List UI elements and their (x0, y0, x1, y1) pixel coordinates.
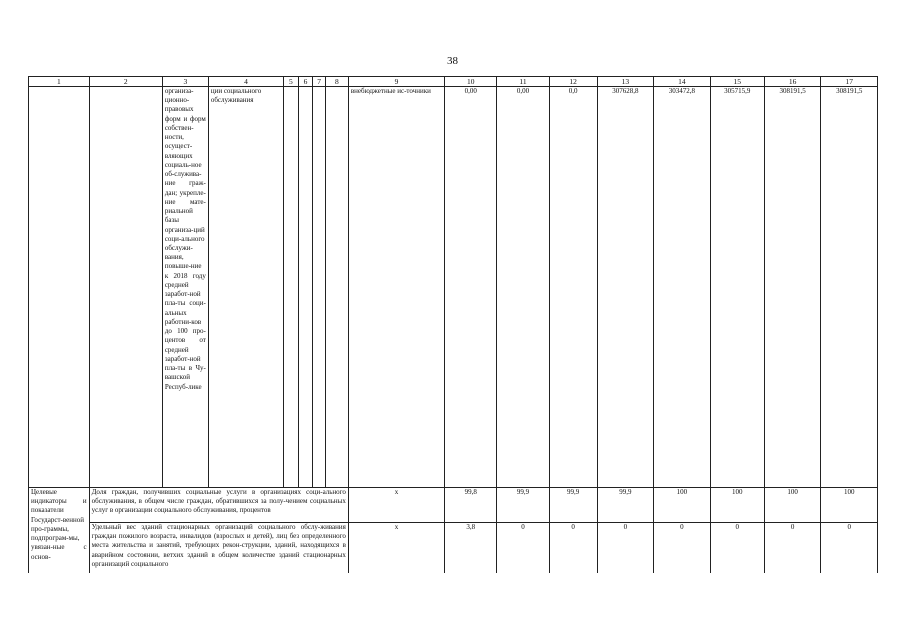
header-cell: 2 (89, 77, 162, 87)
table-cell (298, 87, 313, 488)
header-cell: 3 (162, 77, 208, 87)
task-description-cell: организа-ционно-правовых форм и форм собствен-ности, осущест-вляющих социаль-ное об-служива-ние граж-дан; укрепле-ние мате-риальной базы организа-ций соци-ального обслужи-вания, повыше-ние к 2018 году средней заработ-ной пла-ты соци-альных работни-ков до 100 про-центов от средней заработ-ной пла-ты в Чу-вашской Респуб-лике (162, 87, 208, 488)
executor-cell: ции социального обслуживания (208, 87, 283, 488)
table-cell (313, 87, 326, 488)
funding-source-cell: внебюджетные ис-точники (348, 87, 444, 488)
header-cell: 7 (313, 77, 326, 87)
header-cell: 15 (710, 77, 764, 87)
data-table (28, 76, 878, 573)
table-cell (325, 87, 348, 488)
header-cell: 11 (497, 77, 549, 87)
value-cell: 303472,8 (654, 87, 710, 488)
header-cell: 16 (764, 77, 820, 87)
header-cell: 10 (445, 77, 497, 87)
value-cell: 0,0 (549, 87, 597, 488)
header-cell: 8 (325, 77, 348, 87)
value-cell: 0 (549, 523, 597, 574)
table-cell (29, 87, 90, 488)
value-cell: 99,9 (497, 488, 549, 523)
value-cell: 99,8 (445, 488, 497, 523)
value-cell: 308191,5 (821, 87, 878, 488)
header-cell: 13 (597, 77, 653, 87)
header-cell: 12 (549, 77, 597, 87)
page-number: 38 (447, 55, 458, 67)
funding-source-cell: x (348, 488, 444, 523)
table-cell (89, 87, 162, 488)
indicators-label-cell: Целевые индикаторы и показатели Государст-венной про-граммы, подпрограм-мы, увязан-ные с основ- (29, 488, 90, 574)
value-cell: 3,8 (445, 523, 497, 574)
header-cell: 6 (298, 77, 313, 87)
indicator-text-cell: Удельный вес зданий стационарных организаций социального обслу-живания граждан пожилого возраста, инвалидов (взрослых и детей), лиц без определенного места жительства и занятий, требующих рекон-струкции, зданий, находящихся в аварийном состоянии, ветхих зданий в общем количестве зданий стационарных организаций социального (89, 523, 348, 574)
value-cell: 99,9 (597, 488, 653, 523)
value-cell: 0 (597, 523, 653, 574)
header-cell: 5 (284, 77, 299, 87)
table-cell (284, 87, 299, 488)
value-cell: 100 (710, 488, 764, 523)
header-cell: 4 (208, 77, 283, 87)
table-row (29, 87, 878, 488)
value-cell: 0 (821, 523, 878, 574)
value-cell: 0 (710, 523, 764, 574)
value-cell: 0 (497, 523, 549, 574)
value-cell: 100 (764, 488, 820, 523)
value-cell: 0 (764, 523, 820, 574)
value-cell: 0 (654, 523, 710, 574)
value-cell: 99,9 (549, 488, 597, 523)
table-row (29, 523, 878, 574)
value-cell: 100 (821, 488, 878, 523)
value-cell: 100 (654, 488, 710, 523)
table-row (29, 488, 878, 523)
funding-source-cell: x (348, 523, 444, 574)
header-cell: 1 (29, 77, 90, 87)
indicator-text-cell: Доля граждан, получивших социальные услуги в организациях соци-ального обслуживания, в общем числе граждан, обратившихся за полу-чением социальных услуг в организации социального обслуживания, процентов (89, 488, 348, 523)
header-cell: 14 (654, 77, 710, 87)
header-cell: 17 (821, 77, 878, 87)
value-cell: 0,00 (445, 87, 497, 488)
value-cell: 307628,8 (597, 87, 653, 488)
value-cell: 305715,9 (710, 87, 764, 488)
value-cell: 0,00 (497, 87, 549, 488)
column-number-row (29, 77, 878, 87)
header-cell: 9 (348, 77, 444, 87)
value-cell: 308191,5 (764, 87, 820, 488)
